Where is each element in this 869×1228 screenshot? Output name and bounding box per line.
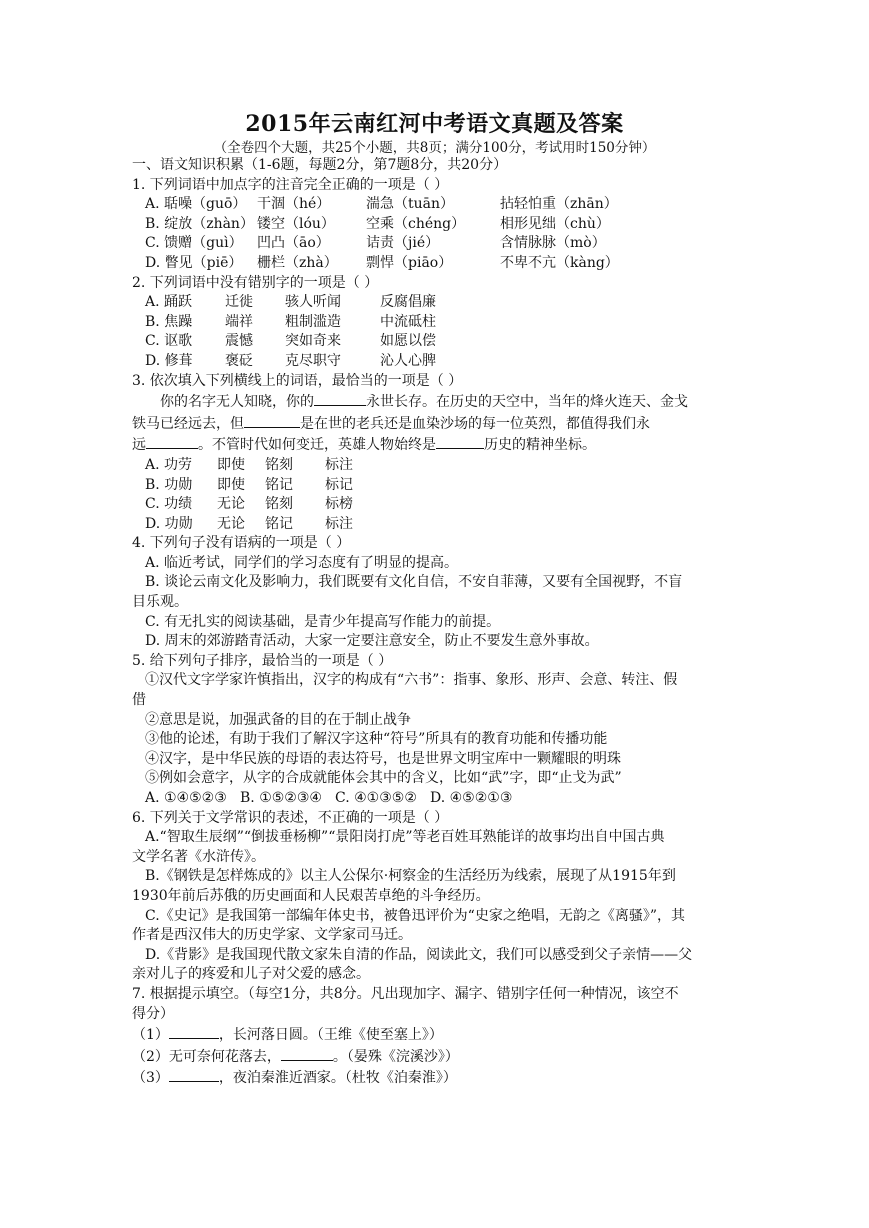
q3-option-b bbox=[132, 476, 732, 496]
q3-text: 是在世的老兵还是血染沙场的每一位英烈，都值得我们永 bbox=[300, 415, 650, 432]
q3-stem: 3. 依次填入下列横线上的词语，最恰当的一项是（ ） bbox=[132, 372, 463, 389]
q7-item-1-num: （1） bbox=[132, 1027, 169, 1044]
q7-item-2 bbox=[132, 1046, 732, 1068]
q4-option-b: B. 谈论云南文化及影响力，我们既要有文化自信，不安自菲薄，又要有全国视野，不盲 bbox=[145, 574, 683, 591]
q2-stem: 2. 下列词语中没有错别字的一项是（ ） bbox=[132, 274, 379, 291]
q5-sentence-2: ②意思是说，加强武备的目的在于制止战争 bbox=[145, 711, 411, 728]
q3-c-2: 无论 bbox=[217, 496, 245, 513]
q7-stem: 7. 根据提示填空。（每空1分，共8分。凡出现加字、漏字、错别字任何一种情况，该空不 bbox=[132, 985, 679, 1002]
q2-c-2: 震憾 bbox=[225, 333, 253, 350]
q3-option-a bbox=[132, 456, 732, 476]
q2-a-4: 反腐倡廉 bbox=[380, 294, 436, 311]
q2-a-1: A. 踊跃 bbox=[145, 294, 193, 311]
q1-a-3: 湍急（tuān） bbox=[366, 196, 455, 213]
q3-passage-line1 bbox=[132, 391, 732, 413]
q1-c-1: C. 馈赠（guì） bbox=[145, 235, 243, 252]
page-title: 2015年云南红河中考语文真题及答案 bbox=[245, 111, 624, 137]
q5-option-c: C. ④①③⑤② bbox=[335, 790, 417, 806]
section-heading: 一、语文知识积累（1-6题，每题2分，第7题8分，共20分） bbox=[132, 157, 508, 173]
q7-stem-cont: 得分） bbox=[132, 1005, 174, 1022]
q2-d-1: D. 修葺 bbox=[145, 352, 193, 369]
q2-option-a bbox=[132, 293, 732, 313]
q2-d-4: 沁人心脾 bbox=[380, 352, 436, 369]
q3-c-1: C. 功绩 bbox=[145, 496, 193, 513]
q6-option-a: A.“智取生辰纲”“倒拔垂杨柳”“景阳岗打虎”等老百姓耳熟能详的故事均出自中国古典 bbox=[145, 829, 665, 846]
q4-option-c: C. 有无扎实的阅读基础，是青少年提高写作能力的前提。 bbox=[145, 613, 501, 630]
q3-b-2: 即使 bbox=[217, 476, 245, 493]
q2-a-3: 骇人听闻 bbox=[285, 294, 341, 311]
q3-c-3: 铭刻 bbox=[265, 496, 293, 513]
q1-b-2: 镂空（lóu） bbox=[257, 215, 335, 232]
q3-a-2: 即使 bbox=[217, 456, 245, 473]
q3-option-c bbox=[132, 495, 732, 515]
q3-text: 永世长存。在历史的天空中，当年的烽火连天、金戈 bbox=[366, 394, 688, 411]
q2-c-1: C. 讴歌 bbox=[145, 333, 193, 350]
q6-option-c: C.《史记》是我国第一部编年体史书，被鲁迅评价为“史家之绝唱，无韵之《离骚》”，其 bbox=[145, 907, 685, 924]
q3-b-3: 铭记 bbox=[265, 476, 293, 493]
q2-option-d bbox=[132, 352, 732, 372]
q2-b-1: B. 焦躁 bbox=[145, 313, 193, 330]
q5-sentence-5: ⑤例如会意字，从字的合成就能体会其中的含义，比如“武”字，即“止戈为武” bbox=[145, 770, 622, 787]
q1-b-3: 空乘（chéng） bbox=[366, 215, 466, 232]
q2-b-2: 端祥 bbox=[225, 313, 253, 330]
exam-content bbox=[132, 156, 732, 1089]
q3-passage-line2 bbox=[132, 413, 732, 435]
q3-text: 历史的精神坐标。 bbox=[484, 437, 596, 454]
exam-info: （全卷四个大题，共25个小题，共8页；满分100分，考试用时150分钟） bbox=[213, 140, 656, 156]
q7-blank-3 bbox=[169, 1067, 219, 1082]
q5-options bbox=[132, 789, 732, 809]
q1-option-b bbox=[132, 215, 732, 235]
q6-stem: 6. 下列关于文学常识的表述，不正确的一项是（ ） bbox=[132, 809, 449, 826]
q1-stem: 1. 下列词语中加点字的注音完全正确的一项是（ ） bbox=[132, 176, 449, 193]
q3-text: 。不管时代如何变迁，英雄人物始终是 bbox=[198, 437, 436, 454]
q7-item-3-num: （3） bbox=[132, 1070, 169, 1087]
q4-option-a: A. 临近考试，同学们的学习态度有了明显的提高。 bbox=[145, 554, 459, 571]
q7-item-3 bbox=[132, 1067, 732, 1089]
q1-a-2: 干涸（hé） bbox=[257, 196, 331, 213]
q1-c-3: 诘责（jié） bbox=[366, 235, 440, 252]
q5-sentence-1: ①汉代文字学家许慎指出，汉字的构成有“六书”：指事、象形、形声、会意、转注、假 bbox=[145, 672, 678, 689]
q3-d-3: 铭记 bbox=[265, 515, 293, 532]
q4-option-d: D. 周末的郊游踏青活动，大家一定要注意安全，防止不要发生意外事故。 bbox=[145, 633, 599, 650]
q2-b-4: 中流砥柱 bbox=[380, 313, 436, 330]
q4-option-b-cont: 目乐观。 bbox=[132, 594, 188, 611]
q6-option-b: B.《钢铁是怎样炼成的》以主人公保尔·柯察金的生活经历为线索，展现了从1915年到 bbox=[145, 868, 676, 885]
q5-stem: 5. 给下列句子排序，最恰当的一项是（ ） bbox=[132, 652, 393, 669]
q2-a-2: 迁徙 bbox=[225, 294, 253, 311]
q2-c-4: 如愿以偿 bbox=[380, 333, 436, 350]
q1-d-3: 剽悍（piāo） bbox=[366, 254, 453, 271]
q1-a-4: 拈轻怕重（zhān） bbox=[500, 196, 618, 213]
q1-b-1: B. 绽放（zhàn） bbox=[145, 215, 254, 232]
q3-c-4: 标榜 bbox=[325, 496, 353, 513]
q3-b-1: B. 功勋 bbox=[145, 476, 193, 493]
q7-blank-2 bbox=[281, 1046, 333, 1061]
q5-option-b: B. ①⑤②③④ bbox=[240, 790, 322, 806]
q6-option-a-cont: 文学名著《水浒传》。 bbox=[132, 848, 265, 865]
q2-option-c bbox=[132, 332, 732, 352]
q7-item-1 bbox=[132, 1024, 732, 1046]
q1-option-d bbox=[132, 254, 732, 274]
q3-option-d bbox=[132, 515, 732, 535]
q3-blank-3 bbox=[146, 434, 198, 449]
q5-sentence-1-cont: 借 bbox=[132, 692, 146, 709]
q7-item-2-text: （2）无可奈何花落去， bbox=[132, 1048, 281, 1065]
q1-a-1: A. 聒噪（guō） bbox=[145, 196, 247, 213]
q6-option-d: D.《背影》是我国现代散文家朱自清的作品，阅读此文，我们可以感受到父子亲情——父 bbox=[145, 946, 693, 963]
q7-item-3-text: ，夜泊秦淮近酒家。（杜牧《泊秦淮》） bbox=[218, 1070, 457, 1087]
q1-c-4: 含情脉脉（mò） bbox=[500, 235, 606, 252]
q3-blank-2 bbox=[244, 413, 300, 428]
q6-option-c-cont: 作者是西汉伟大的历史学家、文学家司马迁。 bbox=[132, 927, 412, 944]
q5-option-d: D. ④⑤②①③ bbox=[430, 790, 513, 806]
q2-d-2: 褒砭 bbox=[225, 352, 253, 369]
q3-d-1: D. 功勋 bbox=[145, 515, 193, 532]
q3-passage-line3 bbox=[132, 434, 732, 456]
q5-option-a: A. ①④⑤②③ bbox=[145, 790, 227, 806]
q3-d-4: 标注 bbox=[325, 515, 353, 532]
q3-a-1: A. 功劳 bbox=[145, 456, 193, 473]
q7-item-2-source: 。（晏殊《浣溪沙》） bbox=[332, 1048, 459, 1065]
q3-text: 远 bbox=[132, 437, 146, 454]
q3-d-2: 无论 bbox=[217, 515, 245, 532]
q1-option-a bbox=[132, 195, 732, 215]
q1-c-2: 凹凸（āo） bbox=[257, 235, 330, 252]
q2-c-3: 突如奇来 bbox=[285, 333, 341, 350]
q2-b-3: 粗制滥造 bbox=[285, 313, 341, 330]
q3-a-4: 标注 bbox=[325, 456, 353, 473]
q5-sentence-4: ④汉字，是中华民族的母语的表达符号，也是世界文明宝库中一颗耀眼的明珠 bbox=[145, 750, 621, 767]
q3-blank-1 bbox=[314, 391, 366, 406]
q1-d-1: D. 瞥见（piē） bbox=[145, 254, 243, 271]
q2-option-b bbox=[132, 313, 732, 333]
q6-option-d-cont: 亲对儿子的疼爱和儿子对父爱的感念。 bbox=[132, 966, 370, 983]
q1-d-4: 不卑不亢（kàng） bbox=[500, 254, 619, 271]
q4-stem: 4. 下列句子没有语病的一项是（ ） bbox=[132, 535, 351, 552]
q1-d-2: 栅栏（zhà） bbox=[257, 254, 338, 271]
q7-item-1-text: ，长河落日圆。（王维《使至塞上》） bbox=[218, 1027, 443, 1044]
q6-option-b-cont: 1930年前后苏俄的历史画面和人民艰苦卓绝的斗争经历。 bbox=[132, 887, 490, 904]
q2-d-3: 克尽职守 bbox=[285, 352, 341, 369]
q5-sentence-3: ③他的论述，有助于我们了解汉字这种“符号”所具有的教育功能和传播功能 bbox=[145, 731, 608, 748]
q3-blank-4 bbox=[436, 434, 484, 449]
q1-b-4: 相形见绌（chù） bbox=[500, 215, 610, 232]
q3-text: 你的名字无人知晓，你的 bbox=[160, 394, 314, 411]
q1-option-c bbox=[132, 234, 732, 254]
q7-blank-1 bbox=[169, 1024, 219, 1039]
q3-text: 铁马已经远去，但 bbox=[132, 415, 244, 432]
q3-b-4: 标记 bbox=[325, 476, 353, 493]
q3-a-3: 铭刻 bbox=[265, 456, 293, 473]
